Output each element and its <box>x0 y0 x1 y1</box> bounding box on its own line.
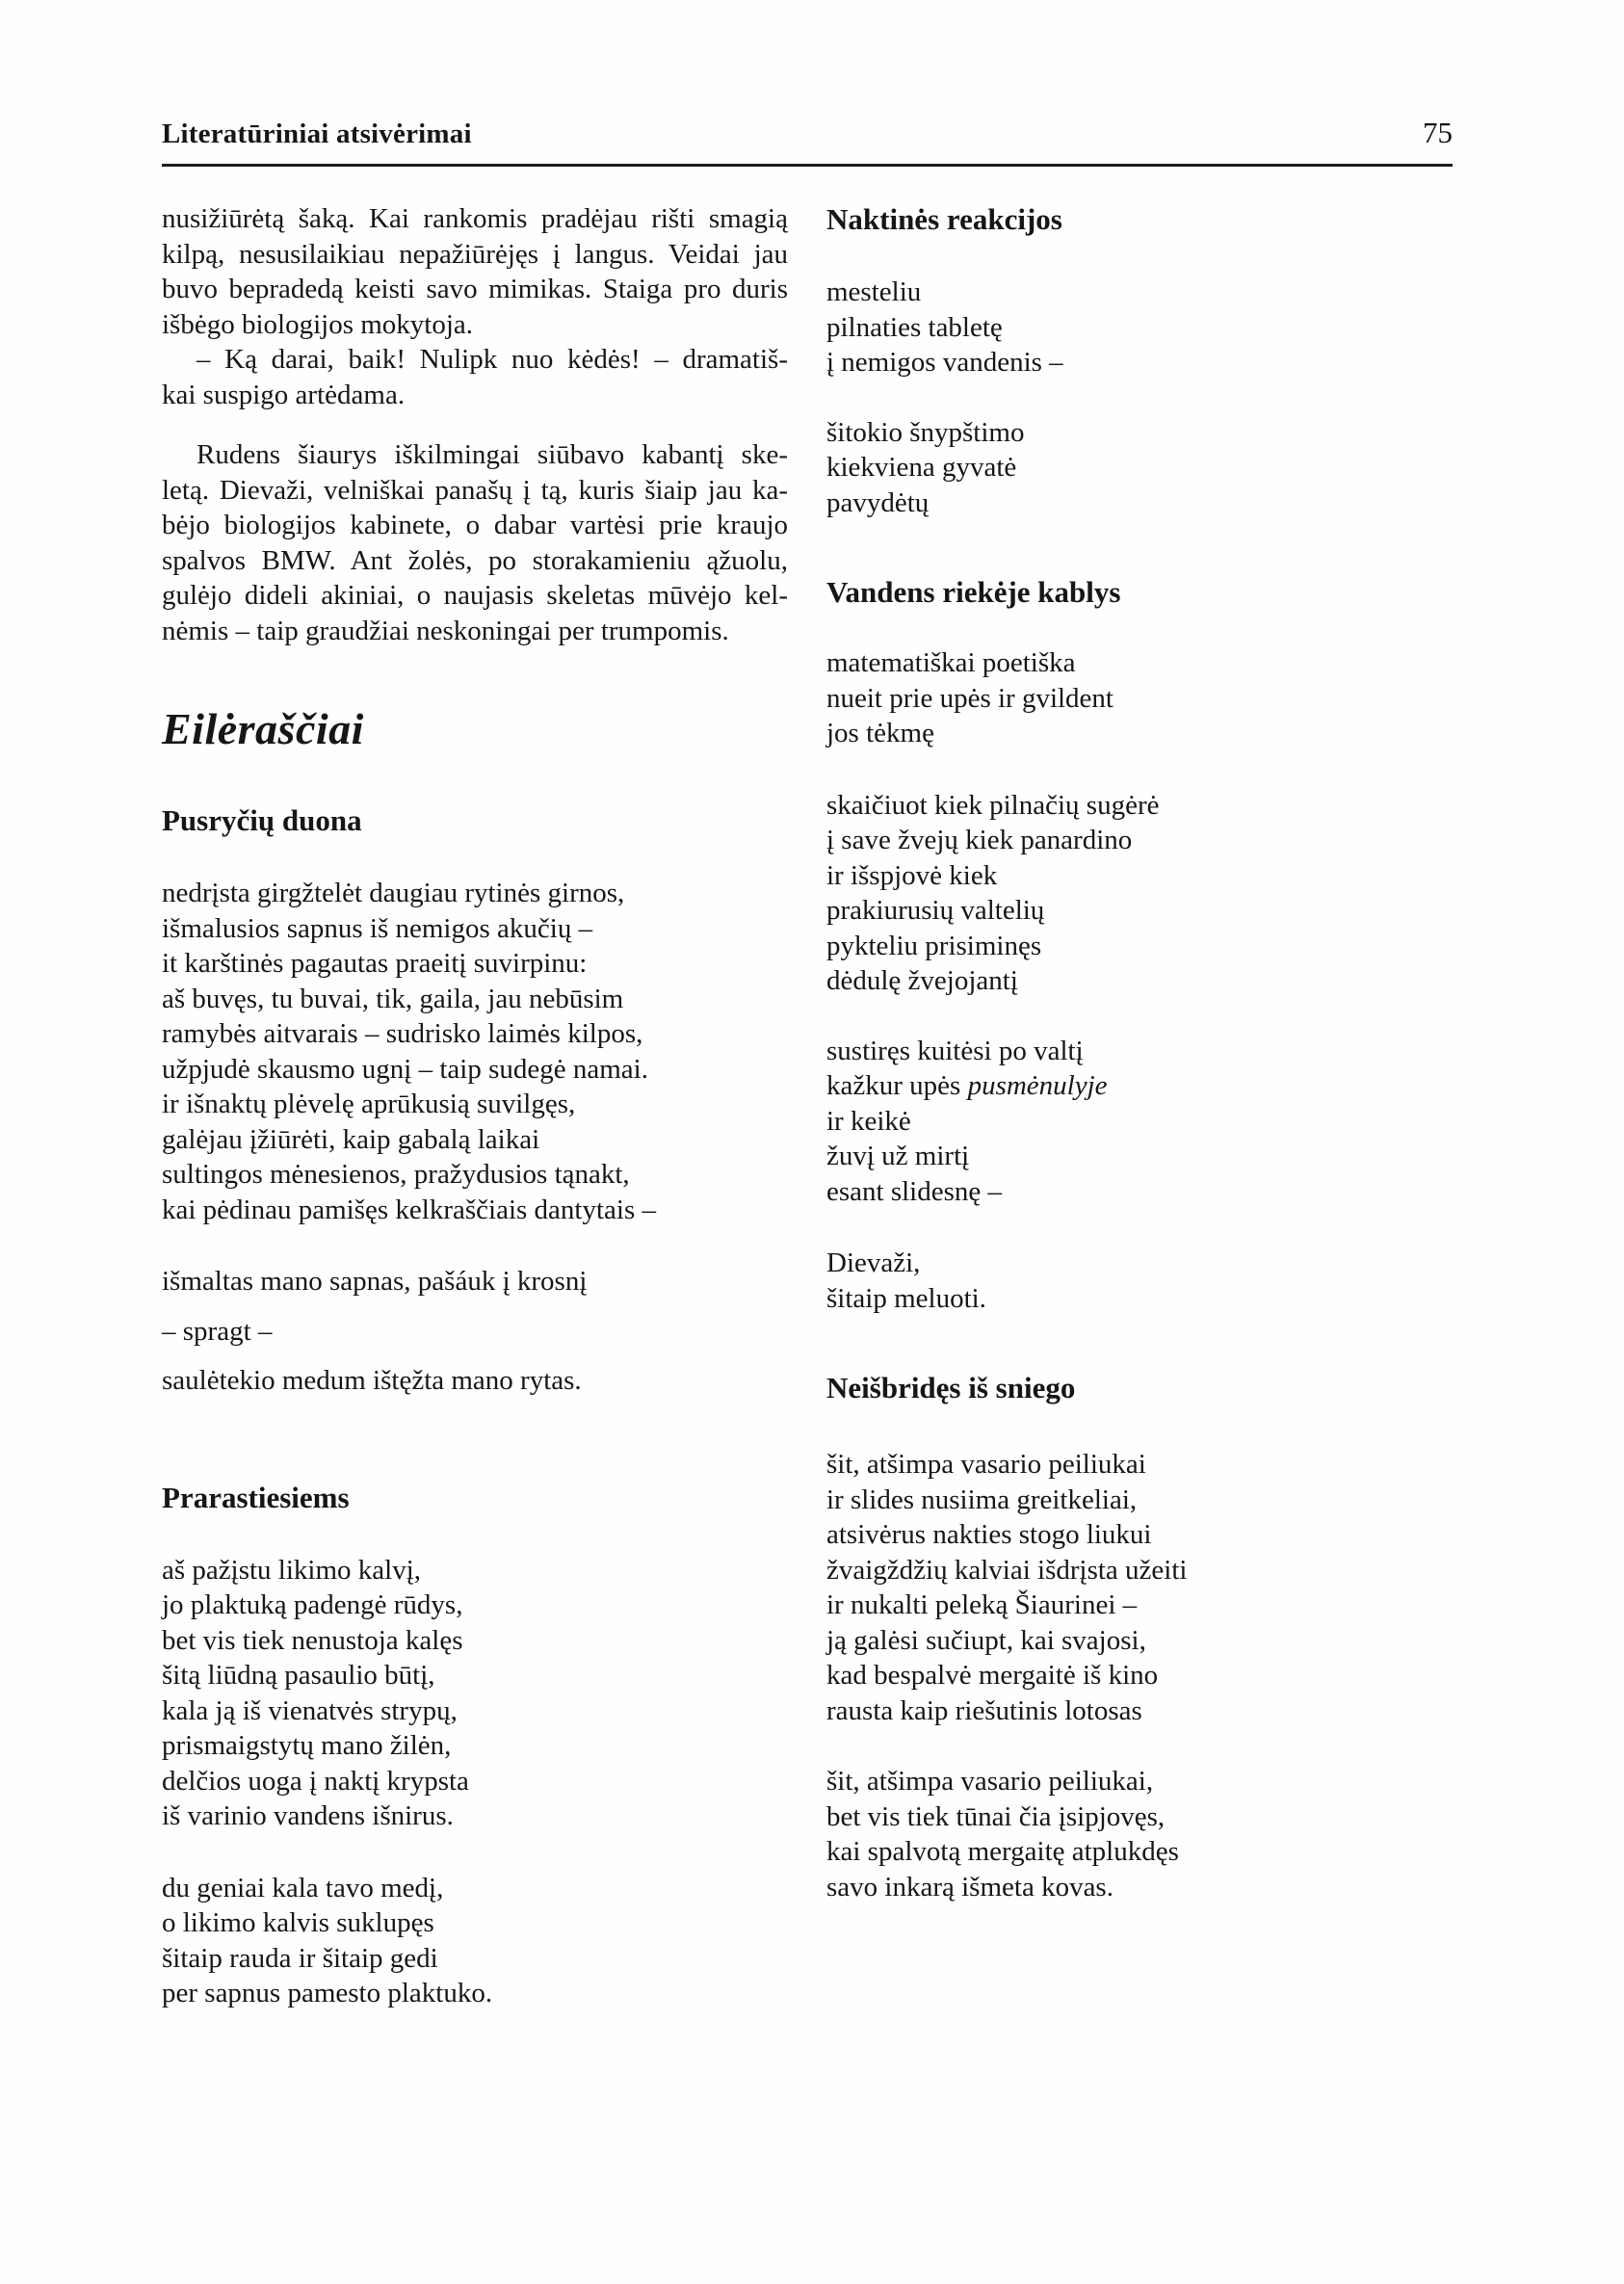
text-line: nėmis – taip graudžiai neskoningai per trumpomis. <box>162 615 729 646</box>
text-line: ir išspjovė kiek <box>826 859 998 891</box>
poem-stanza <box>826 415 1453 521</box>
text-line: užpjudė skausmo ugnį – taip sudegė namai. <box>162 1053 648 1085</box>
text-line: buvo bepradedą keisti savo mimikas. Staiga pro duris <box>162 274 788 304</box>
prose-paragraph-2 <box>162 437 788 648</box>
text-line: išbėgo biologijos mokytoja. <box>162 308 474 340</box>
text-line: ir nukalti peleką Šiaurinei – <box>826 1589 1138 1620</box>
text-line: išmaltas mano sapnas, pašáuk į krosnį <box>162 1266 588 1297</box>
text-line: šitą liūdną pasaulio būtį, <box>162 1660 435 1691</box>
text-line: spalvos BMW. Ant žolės, po storakamieniu ąžuolu, <box>162 544 788 576</box>
text-line: aš buvęs, tu buvai, tik, gaila, jau nebūsim <box>162 983 624 1014</box>
text-line: šitokio šnypštimo <box>826 416 1025 448</box>
text-line: Rudens šiaurys iškilmingai siūbavo kabantį ske- <box>196 439 788 470</box>
text-line: žvaigždžių kalviai išdrįsta užeiti <box>826 1554 1188 1586</box>
text-line: ją galėsi sučiupt, kai svajosi, <box>826 1624 1146 1656</box>
text-line: skaičiuot kiek pilnačių sugėrė <box>826 789 1160 821</box>
text-line: ir išnaktų plėvelę aprūkusią suvilgęs, <box>162 1089 576 1119</box>
text-line: delčios uoga į naktį krypsta <box>162 1765 469 1797</box>
page-header <box>162 116 1453 167</box>
text-line: bet vis tiek nenustoja kalęs <box>162 1624 463 1656</box>
text-line: jo plaktuką padengė rūdys, <box>162 1589 463 1620</box>
text-line: letą. Dievaži, velniškai panašų į tą, kuris šiaip jau ka- <box>162 474 788 506</box>
text-line: dėdulę žvejojantį <box>826 965 1018 996</box>
right-column <box>826 201 1453 2011</box>
poem-stanza <box>162 1363 788 1399</box>
text-line: kai suspigo artėdama. <box>162 379 406 410</box>
poem-stanza <box>826 1246 1453 1316</box>
text-line: kiekviena gyvatė <box>826 452 1017 483</box>
text-line: rausta kaip riešutinis lotosas <box>826 1694 1142 1726</box>
text-line: prakiurusių valtelių <box>826 895 1045 926</box>
poem-prarastiesiems <box>162 1480 788 2011</box>
text-line: – Ką darai, baik! Nulipk nuo kėdės! – dramatiš- <box>196 344 788 375</box>
text-line: nedrįsta girgžtelėt daugiau rytinės girnos, <box>162 878 625 908</box>
text-line: nusižiūrėtą šaką. Kai rankomis pradėjau rišti smagią <box>162 203 788 234</box>
text-line: kai spalvotą mergaitę atplukdęs <box>826 1836 1179 1867</box>
text-line: kažkur upės pusmėnulyje <box>826 1070 1108 1101</box>
text-line: šit, atšimpa vasario peiliukai, <box>826 1766 1154 1797</box>
text-line: o likimo kalvis suklupęs <box>162 1907 434 1938</box>
text-line: ir slides nusiima greitkeliai, <box>826 1483 1138 1515</box>
poem-naktines-reakcijos <box>826 201 1453 520</box>
poem-title: Vandens riekėje kablys <box>826 575 1121 609</box>
poem-pusryciu-duona <box>162 802 788 1399</box>
poem-stanza <box>826 1447 1453 1728</box>
text-line: pykteliu prisiminęs <box>826 930 1042 961</box>
text-line: sultingos mėnesienos, pražydusios tąnakt, <box>162 1159 630 1190</box>
text-line: mesteliu <box>826 276 922 307</box>
text-line: kad bespalvė mergaitė iš kino <box>826 1660 1159 1691</box>
text-line: esant slidesnę – <box>826 1175 1003 1207</box>
poem-title: Prarastiesiems <box>162 1480 350 1514</box>
text-line: iš varinio vandens išnirus. <box>162 1800 454 1831</box>
text-line: šitaip rauda ir šitaip gedi <box>162 1942 438 1974</box>
text-line: bet vis tiek tūnai čia įsipjovęs, <box>826 1800 1166 1832</box>
poem-title: Naktinės reakcijos <box>826 202 1062 236</box>
text-line: jos tėkmę <box>826 718 934 748</box>
text-line: du geniai kala tavo medį, <box>162 1872 444 1903</box>
text-line: it karštinės pagautas praeitį suvirpinu: <box>162 948 588 979</box>
text-line: – spragt – <box>162 1315 273 1347</box>
text-line: žuvį už mirtį <box>826 1141 970 1171</box>
text-line: išmalusios sapnus iš nemigos akučių – <box>162 912 593 944</box>
text-line: saulėtekio medum ištęžta mano rytas. <box>162 1365 582 1396</box>
text-line: ir keikė <box>826 1105 911 1137</box>
text-line: šitaip meluoti. <box>826 1282 986 1314</box>
poem-stanza <box>162 1553 788 1834</box>
text-line: ramybės aitvarais – sudrisko laimės kilpos, <box>162 1018 643 1049</box>
poem-stanza <box>162 1314 788 1350</box>
poem-stanza <box>162 876 788 1227</box>
text-line: Dievaži, <box>826 1247 921 1278</box>
poem-title: Neišbridęs iš sniego <box>826 1371 1076 1405</box>
poem-stanza <box>826 1764 1453 1904</box>
poem-title: Pusryčių duona <box>162 803 362 837</box>
text-line: atsivėrus nakties stogo liukui <box>826 1519 1152 1550</box>
text-line: savo inkarą išmeta kovas. <box>826 1871 1113 1903</box>
text-line: matematiškai poetiška <box>826 647 1076 678</box>
page-number: 75 <box>1423 116 1453 149</box>
text-line: šit, atšimpa vasario peiliukai <box>826 1449 1146 1480</box>
text-line: kai pėdinau pamišęs kelkraščiais dantytais – <box>162 1194 656 1225</box>
section-heading-eilerasciai: Eilėraščiai <box>162 704 364 753</box>
poem-stanza <box>162 1871 788 2011</box>
poem-stanza <box>826 1034 1453 1210</box>
text-line: gulėjo dideli akiniai, o naujasis skeletas mūvėjo kel- <box>162 580 788 611</box>
text-line: prismaigstytų mano žilėn, <box>162 1730 452 1761</box>
poem-neisbrides-is-sniego <box>826 1370 1453 1904</box>
text-line: pavydėtų <box>826 486 930 518</box>
text-line: į save žvejų kiek panardino <box>826 825 1133 855</box>
text-line: aš pažįstu likimo kalvį, <box>162 1554 422 1586</box>
poem-stanza <box>162 1264 788 1300</box>
text-line: per sapnus pamesto plaktuko. <box>162 1978 493 2008</box>
poem-stanza <box>826 645 1453 751</box>
text-line: kilpą, nesusilaikiau nepažiūrėjęs į langus. Veidai jau <box>162 238 788 270</box>
text-line: sustiręs kuitėsi po valtį <box>826 1035 1084 1066</box>
text-line: kala ją iš vienatvės strypų, <box>162 1694 458 1726</box>
poem-vandens-riekeje-kablys <box>826 574 1453 1316</box>
poem-stanza <box>826 788 1453 999</box>
text-line: bėjo biologijos kabinete, o dabar vartėsi prie kraujo <box>162 510 788 540</box>
poem-stanza <box>826 275 1453 381</box>
text-line: į nemigos vandenis – <box>826 347 1063 378</box>
text-line: galėjau įžiūrėti, kaip gabalą laikai <box>162 1123 540 1155</box>
left-column <box>162 201 788 2011</box>
text-line: pilnaties tabletę <box>826 311 1003 343</box>
text-line: nueit prie upės ir gvildent <box>826 682 1113 714</box>
prose-paragraph-1 <box>162 201 788 342</box>
running-header-title: Literatūriniai atsivėrimai <box>162 118 472 149</box>
prose-paragraph-dialogue <box>162 342 788 412</box>
content-columns <box>162 201 1453 2011</box>
